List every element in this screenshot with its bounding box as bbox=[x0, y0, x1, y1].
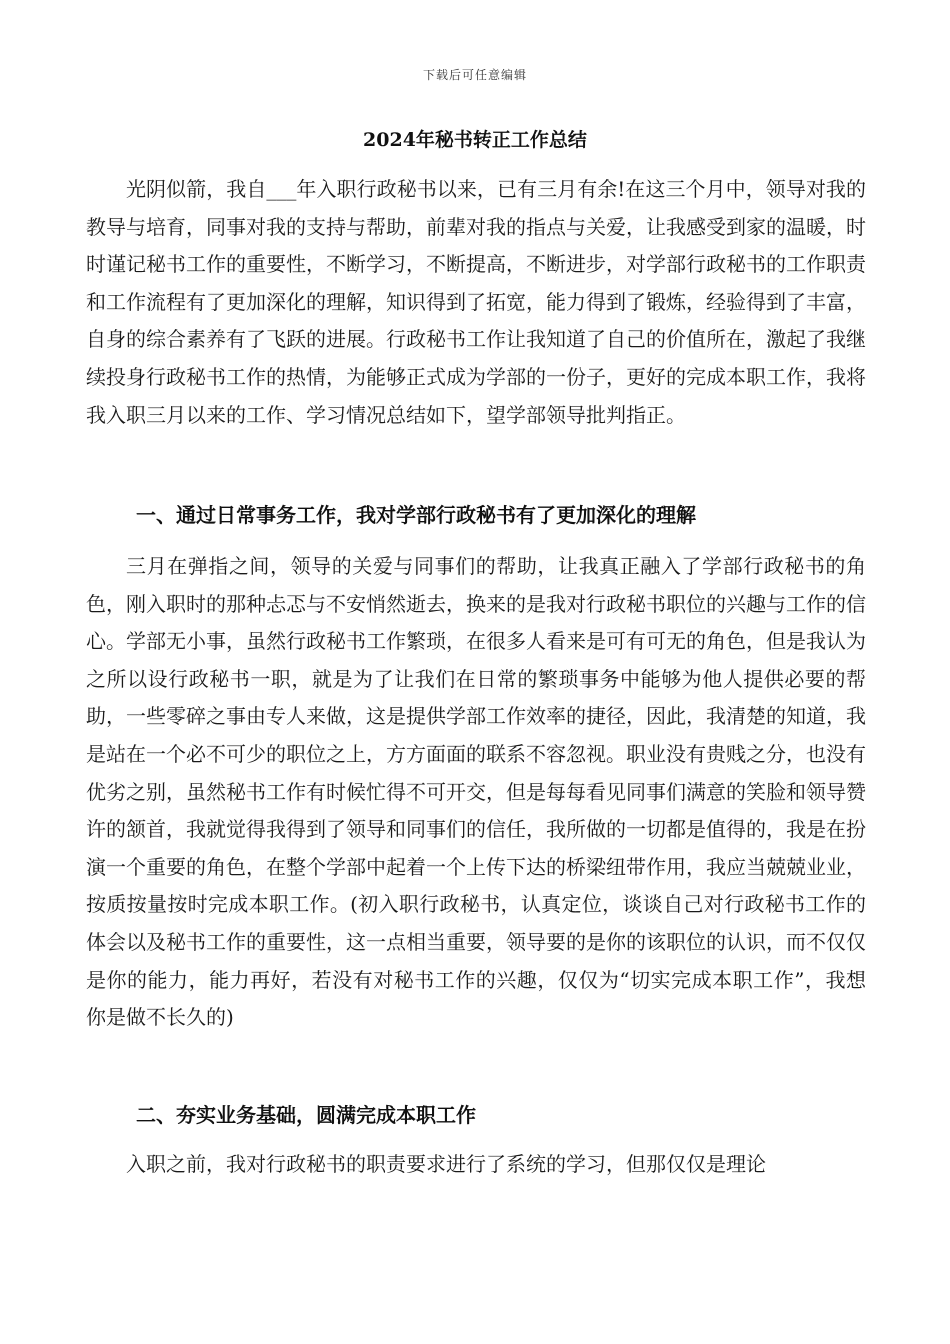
section-2-heading: 二、夯实业务基础，圆满完成本职工作 bbox=[136, 1103, 476, 1127]
section-2-paragraph: 入职之前，我对行政秘书的职责要求进行了系统的学习，但那仅仅是理论 bbox=[126, 1152, 766, 1176]
header-note: 下载后可任意编辑 bbox=[422, 68, 527, 82]
document-title: 2024年秘书转正工作总结 bbox=[363, 129, 587, 151]
section-1-paragraph: 三月在弹指之间，领导的关爱与同事们的帮助，让我真正融入了学部行政秘书的角色，刚入职时的那种忐忑与不安悄然逝去，换来的是我对行政秘书职位的兴趣与工作的信心。学部无小事，虽然行政秘书工作繁琐，在很多人看来是可有可无的角色，但是我认为之所以设行政秘书一职，就是为了让我们在日常的繁琐事务中能够为他人提供必要的帮助，一些零碎之事由专人来做，这是提供学部工作效率的捷径，因此，我清楚的知道，我是站在一个必不可少的职位之上，方方面面的联系不容忽视。职业没有贵贱之分，也没有优劣之别，虽然秘书工作有时候忙得不可开交，但是每每看见同事们满意的笑脸和领导赞许的颔首，我就觉得我得到了领导和同事们的信任，我所做的一切都是值得的，我是在扮演一个重要的角色，在整个学部中起着一个上传下达的桥梁纽带作用，我应当兢兢业业，按质按量按时完成本职工作。(初入职行政秘书，认真定位，谈谈自己对行政秘书工作的体会以及秘书工作的重要性，这一点相当重要，领导要的是你的该职位的认识，而不仅仅是你的能力，能力再好，若没有对秘书工作的兴趣，仅仅为“切实完成本职工作”，我想你是做不长久的) bbox=[86, 554, 866, 1030]
section-1-heading: 一、通过日常事务工作，我对学部行政秘书有了更加深化的理解 bbox=[136, 503, 696, 527]
intro-paragraph: 光阴似箭，我自___年入职行政秘书以来，已有三月有余!在这三个月中，领导对我的教导与培育，同事对我的支持与帮助，前辈对我的指点与关爱，让我感受到家的温暖，时时谨记秘书工作的重要性，不断学习，不断提高，不断进步，对学部行政秘书的工作职责和工作流程有了更加深化的理解，知识得到了拓宽，能力得到了锻炼，经验得到了丰富，自身的综合素养有了飞跃的进展。行政秘书工作让我知道了自己的价值所在，激起了我继续投身行政秘书工作的热情，为能够正式成为学部的一份子，更好的完成本职工作，我将我入职三月以来的工作、学习情况总结如下，望学部领导批判指正。 bbox=[86, 177, 866, 427]
